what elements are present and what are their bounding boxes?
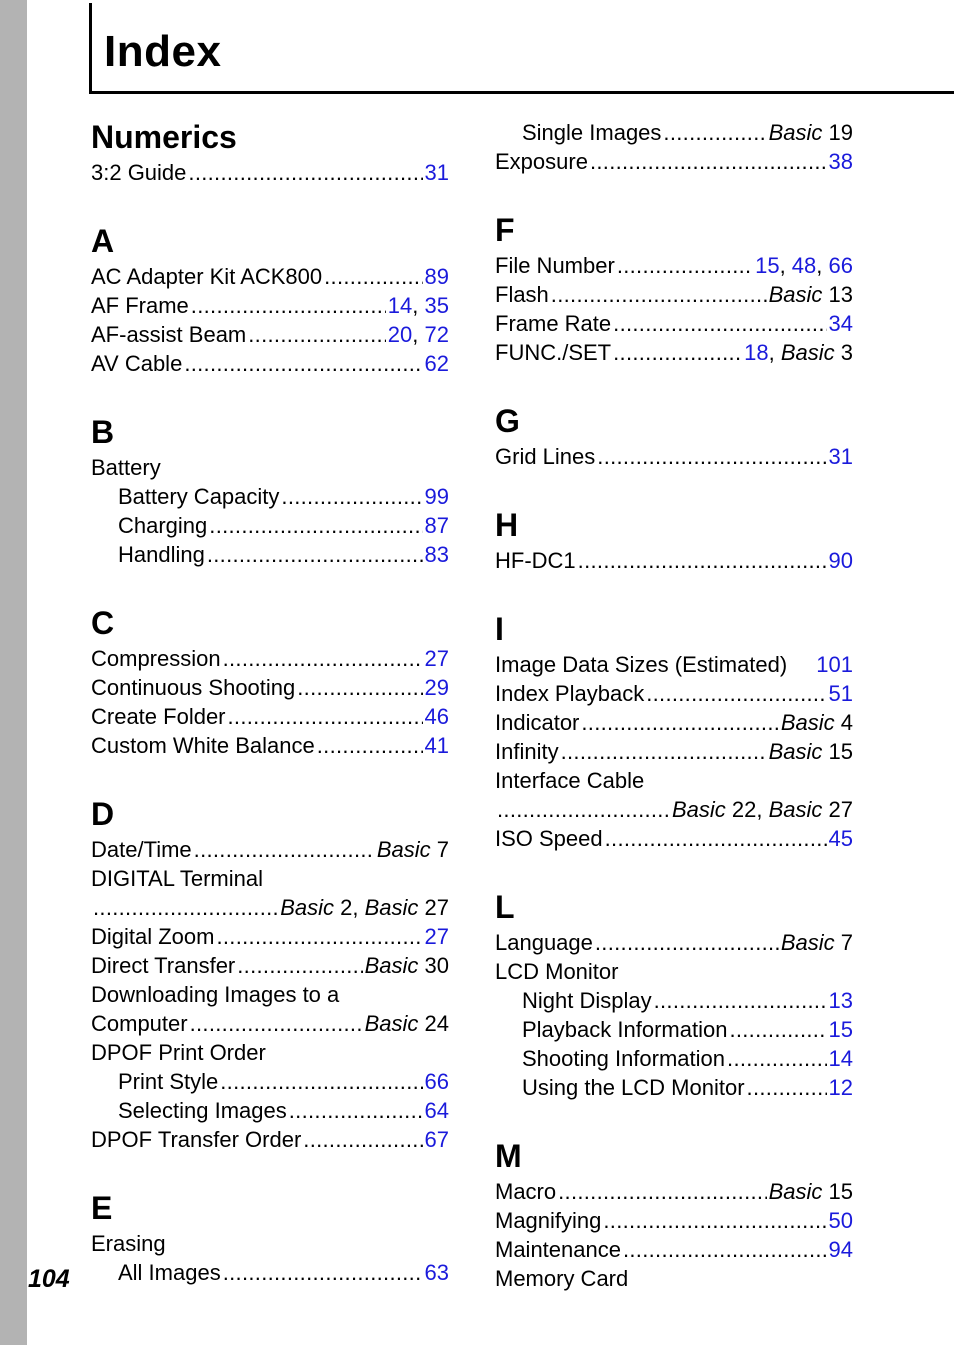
entry-label: Date/Time: [91, 837, 192, 862]
page-link[interactable]: 72: [424, 322, 449, 347]
dot-leader: [184, 349, 422, 378]
page-link[interactable]: 34: [828, 311, 853, 336]
basic-guide-ref: Basic: [780, 710, 835, 735]
page-link[interactable]: 50: [828, 1208, 853, 1233]
dot-leader: [281, 482, 422, 511]
index-entry: [495, 147, 853, 176]
index-subentry: [495, 986, 853, 1015]
index-entry: [495, 309, 853, 338]
section-heading-h: H: [495, 507, 519, 543]
page-link[interactable]: 41: [424, 733, 449, 758]
index-section-l: [495, 928, 853, 1102]
entry-label: Single Images: [522, 120, 662, 145]
section-heading-e: E: [91, 1190, 113, 1226]
entry-label: 3:2 Guide: [91, 160, 187, 185]
entry-label: AC Adapter Kit ACK800: [91, 264, 323, 289]
dot-leader: [729, 1015, 826, 1044]
entry-label: Night Display: [522, 988, 652, 1013]
page-refs: [829, 442, 853, 471]
page-link[interactable]: 64: [424, 1098, 449, 1123]
entry-label: Index Playback: [495, 681, 645, 706]
index-entry: [495, 1177, 853, 1206]
entry-label: Interface Cable: [495, 768, 645, 793]
page-number-ref: 15: [828, 739, 853, 764]
index-entry: [91, 951, 449, 980]
page-refs: [781, 708, 853, 737]
index-entry: [91, 291, 449, 320]
dot-leader: [220, 1067, 422, 1096]
entry-label: Battery: [91, 455, 161, 480]
index-section-f: [495, 251, 853, 367]
index-section-a: [91, 262, 449, 378]
index-section-continued: [495, 118, 853, 176]
entry-label: AV Cable: [91, 351, 183, 376]
dot-leader: [191, 291, 386, 320]
page-refs: [425, 1096, 449, 1125]
entry-label: Selecting Images: [118, 1098, 287, 1123]
dot-leader: [578, 546, 827, 575]
index-entry: [91, 1229, 449, 1258]
dot-leader: [595, 928, 779, 957]
index-section-e: [91, 1229, 449, 1287]
page-number-ref: 7: [840, 930, 853, 955]
page-refs: [365, 1009, 449, 1038]
index-column-left: [91, 117, 449, 1287]
basic-guide-ref: Basic: [768, 282, 823, 307]
page-link[interactable]: 62: [424, 351, 449, 376]
dot-leader: [297, 673, 422, 702]
entry-label: Handling: [118, 542, 205, 567]
page-refs: [816, 650, 853, 679]
index-section-i: [495, 650, 853, 853]
page-link[interactable]: 89: [424, 264, 449, 289]
title-rule-vertical: [89, 3, 92, 94]
entry-label: Flash: [495, 282, 549, 307]
entry-label: Print Style: [118, 1069, 219, 1094]
basic-guide-ref: Basic: [364, 953, 419, 978]
page-refs: [781, 928, 853, 957]
index-entry: [91, 644, 449, 673]
page-link[interactable]: 18: [744, 340, 769, 365]
page-refs: [829, 1073, 853, 1102]
index-entry: [91, 864, 449, 893]
entry-label: LCD Monitor: [495, 959, 619, 984]
entry-label: Indicator: [495, 710, 580, 735]
entry-label: Memory Card: [495, 1266, 629, 1291]
index-entry: [495, 957, 853, 986]
page-link[interactable]: 12: [828, 1075, 853, 1100]
index-entry: [495, 650, 853, 679]
dot-leader: [237, 951, 362, 980]
basic-guide-ref: Basic: [376, 837, 431, 862]
entry-label: Compression: [91, 646, 221, 671]
dot-leader: [613, 338, 742, 367]
page-link[interactable]: 94: [828, 1237, 853, 1262]
entry-label: DPOF Print Order: [91, 1040, 266, 1065]
page-number-ref: 3: [840, 340, 853, 365]
entry-label: Erasing: [91, 1231, 166, 1256]
dot-leader: [317, 731, 423, 760]
page-refs: [425, 1258, 449, 1287]
page-link[interactable]: 66: [828, 253, 853, 278]
section-heading-g: G: [495, 403, 520, 439]
page-separator: ,: [412, 322, 425, 347]
page-refs: [425, 702, 449, 731]
index-entry: [91, 893, 449, 922]
page-refs: [425, 922, 449, 951]
dot-leader: [646, 679, 826, 708]
index-entry: [91, 1125, 449, 1154]
basic-guide-ref: Basic: [768, 797, 823, 822]
entry-label: Custom White Balance: [91, 733, 315, 758]
basic-guide-ref: Basic: [280, 895, 334, 920]
side-margin-bar: [0, 0, 27, 1345]
page-refs: [425, 644, 449, 673]
entry-label: ISO Speed: [495, 826, 603, 851]
page-refs: [829, 1235, 853, 1264]
entry-label: Using the LCD Monitor: [522, 1075, 745, 1100]
page-number-ref: 7: [436, 837, 449, 862]
index-subentry: [91, 1258, 449, 1287]
section-heading-numerics: Numerics: [91, 119, 237, 155]
index-entry: [495, 251, 853, 280]
page-refs: [425, 1125, 449, 1154]
index-entry: [495, 1206, 853, 1235]
index-entry: [91, 1038, 449, 1067]
page-link[interactable]: 15: [828, 1017, 853, 1042]
page-refs: [672, 795, 853, 824]
page-refs: [829, 1015, 853, 1044]
basic-guide-ref: Basic: [780, 930, 835, 955]
page-refs: [829, 1206, 853, 1235]
page-link[interactable]: 51: [828, 681, 853, 706]
entry-label: HF-DC1: [495, 548, 576, 573]
page-link[interactable]: 29: [424, 675, 449, 700]
entry-label: Frame Rate: [495, 311, 612, 336]
index-section-numerics: [91, 158, 449, 187]
entry-label: Infinity: [495, 739, 559, 764]
entry-label: Downloading Images to a: [91, 982, 340, 1007]
page-refs: [425, 540, 449, 569]
page-number-ref: 22: [731, 797, 757, 822]
page-refs: [377, 835, 449, 864]
page-refs: [425, 673, 449, 702]
basic-guide-ref: Basic: [768, 1179, 823, 1204]
page-refs: [829, 309, 853, 338]
index-entry: [91, 731, 449, 760]
entry-label: Direct Transfer: [91, 953, 236, 978]
page-link[interactable]: 45: [828, 826, 853, 851]
basic-guide-ref: Basic: [364, 895, 419, 920]
entry-label: AF Frame: [91, 293, 189, 318]
index-entry: [495, 1235, 853, 1264]
index-entry: [495, 679, 853, 708]
page-link[interactable]: 90: [828, 548, 853, 573]
index-entry: [495, 1264, 853, 1293]
page-number-ref: 15: [828, 1179, 853, 1204]
page-refs: [769, 280, 853, 309]
page-link[interactable]: 83: [424, 542, 449, 567]
entry-label: Playback Information: [522, 1017, 728, 1042]
entry-label: Exposure: [495, 149, 588, 174]
page-link[interactable]: 27: [424, 646, 449, 671]
title-rule-horizontal: [89, 91, 954, 94]
page-refs: [280, 893, 449, 922]
index-entry: [495, 824, 853, 853]
dot-leader: [663, 118, 766, 147]
entry-label: Magnifying: [495, 1208, 602, 1233]
page-refs: [388, 291, 449, 320]
page-separator: ,: [756, 797, 769, 822]
dot-leader: [194, 835, 375, 864]
entry-label: Image Data Sizes (Estimated): [495, 652, 788, 677]
page-number-ref: 30: [424, 953, 449, 978]
dot-leader: [561, 737, 767, 766]
page-link[interactable]: 38: [828, 149, 853, 174]
dot-leader: [207, 540, 423, 569]
index-entry: [91, 1009, 449, 1038]
dot-leader: [216, 922, 422, 951]
entry-label: Battery Capacity: [118, 484, 280, 509]
dot-leader: [551, 280, 767, 309]
basic-guide-ref: Basic: [671, 797, 726, 822]
index-section-c: [91, 644, 449, 760]
index-entry: [91, 702, 449, 731]
index-section-m: [495, 1177, 853, 1293]
index-subentry: [91, 540, 449, 569]
entry-label: Maintenance: [495, 1237, 621, 1262]
page-link[interactable]: 20: [387, 322, 413, 347]
index-section-g: [495, 442, 853, 471]
dot-leader: [623, 1235, 827, 1264]
entry-label: Digital Zoom: [91, 924, 215, 949]
page-refs: [769, 737, 853, 766]
page-separator: ,: [768, 340, 781, 365]
entry-label: File Number: [495, 253, 615, 278]
dot-leader: [248, 320, 386, 349]
entry-label: Charging: [118, 513, 208, 538]
index-entry: [495, 338, 853, 367]
page-refs: [829, 147, 853, 176]
dot-leader: [590, 147, 827, 176]
page-refs: [829, 986, 853, 1015]
page-refs: [425, 262, 449, 291]
dot-leader: [581, 708, 778, 737]
page-number-ref: 13: [828, 282, 853, 307]
dot-leader: [613, 309, 826, 338]
index-subentry: [495, 1044, 853, 1073]
page-link[interactable]: 99: [424, 484, 449, 509]
index-entry: [91, 673, 449, 702]
entry-label: Language: [495, 930, 593, 955]
page-separator: ,: [352, 895, 365, 920]
index-entry: [91, 922, 449, 951]
page-link[interactable]: 87: [424, 513, 449, 538]
page-link[interactable]: 14: [387, 293, 413, 318]
index-entry: [91, 980, 449, 1009]
page-number-ref: 2: [340, 895, 353, 920]
page-refs: [829, 1044, 853, 1073]
page-link[interactable]: 31: [828, 444, 853, 469]
entry-label: Grid Lines: [495, 444, 596, 469]
page-refs: [388, 320, 449, 349]
page-number-ref: 19: [828, 120, 853, 145]
page-number-ref: 27: [828, 797, 853, 822]
dot-leader: [605, 824, 827, 853]
entry-label: Shooting Information: [522, 1046, 726, 1071]
page-refs: [829, 679, 853, 708]
index-entry: [91, 320, 449, 349]
index-subentry: [91, 482, 449, 511]
index-section-b: [91, 453, 449, 569]
index-entry: [495, 928, 853, 957]
index-subentry: [91, 1096, 449, 1125]
entry-label: Create Folder: [91, 704, 226, 729]
section-heading-m: M: [495, 1138, 522, 1174]
dot-leader: [497, 795, 670, 824]
basic-guide-ref: Basic: [780, 340, 835, 365]
page-number-ref: 4: [840, 710, 853, 735]
dot-leader: [223, 644, 423, 673]
page-link[interactable]: 13: [828, 988, 853, 1013]
dot-leader: [93, 893, 278, 922]
page-refs: [769, 118, 853, 147]
page-refs: [425, 1067, 449, 1096]
index-entry: [495, 795, 853, 824]
page-link[interactable]: 14: [828, 1046, 853, 1071]
dot-leader: [223, 1258, 423, 1287]
index-subentry: [495, 118, 853, 147]
page-refs: [425, 158, 449, 187]
dot-leader: [209, 511, 422, 540]
index-column-right: [495, 117, 853, 1293]
index-entry: [91, 349, 449, 378]
index-entry: [495, 280, 853, 309]
section-heading-l: L: [495, 889, 515, 925]
dot-leader: [727, 1044, 826, 1073]
dot-leader: [190, 1009, 363, 1038]
dot-leader: [303, 1125, 422, 1154]
basic-guide-ref: Basic: [768, 739, 823, 764]
page-refs: [769, 1177, 853, 1206]
entry-label: Continuous Shooting: [91, 675, 296, 700]
page-separator: ,: [779, 253, 792, 278]
dot-leader: [289, 1096, 423, 1125]
section-heading-d: D: [91, 796, 115, 832]
dot-leader: [188, 158, 422, 187]
entry-label: Computer: [91, 1011, 188, 1036]
page-separator: ,: [412, 293, 425, 318]
page-refs: [365, 951, 449, 980]
basic-guide-ref: Basic: [768, 120, 823, 145]
page-number: 104: [28, 1265, 70, 1293]
index-entry: [495, 766, 853, 795]
entry-label: FUNC./SET: [495, 340, 612, 365]
page-refs: [425, 511, 449, 540]
index-entry: [495, 546, 853, 575]
page-refs: [755, 251, 853, 280]
page-title: Index: [104, 27, 222, 76]
index-entry: [495, 737, 853, 766]
section-heading-i: I: [495, 611, 504, 647]
page-refs: [425, 731, 449, 760]
dot-leader: [597, 442, 826, 471]
index-subentry: [495, 1015, 853, 1044]
section-heading-b: B: [91, 414, 115, 450]
page-link[interactable]: 35: [424, 293, 449, 318]
index-section-d: [91, 835, 449, 1154]
page-refs: [425, 482, 449, 511]
entry-label: AF-assist Beam: [91, 322, 247, 347]
section-heading-f: F: [495, 212, 515, 248]
page-link[interactable]: 67: [424, 1127, 449, 1152]
dot-leader: [747, 1073, 827, 1102]
entry-label: Macro: [495, 1179, 557, 1204]
dot-leader: [324, 262, 422, 291]
section-heading-c: C: [91, 605, 115, 641]
page-link[interactable]: 66: [424, 1069, 449, 1094]
index-entry: [495, 442, 853, 471]
page-number-ref: 24: [424, 1011, 449, 1036]
dot-leader: [558, 1177, 766, 1206]
index-entry: [91, 453, 449, 482]
index-section-h: [495, 546, 853, 575]
index-entry: [495, 708, 853, 737]
index-entry: [91, 262, 449, 291]
page-link[interactable]: 101: [816, 652, 853, 677]
page-number-ref: 27: [424, 895, 449, 920]
page-refs: [829, 546, 853, 575]
page-link[interactable]: 48: [791, 253, 817, 278]
page-separator: ,: [816, 253, 829, 278]
dot-leader: [228, 702, 423, 731]
entry-label: DIGITAL Terminal: [91, 866, 263, 891]
dot-leader: [654, 986, 827, 1015]
index-entry: [91, 158, 449, 187]
index-subentry: [91, 511, 449, 540]
page-refs: [425, 349, 449, 378]
entry-label: All Images: [118, 1260, 221, 1285]
section-heading-a: A: [91, 223, 115, 259]
page-link[interactable]: 15: [755, 253, 780, 278]
index-entry: [91, 835, 449, 864]
dot-leader: [603, 1206, 826, 1235]
entry-label: DPOF Transfer Order: [91, 1127, 302, 1152]
page-link[interactable]: 27: [424, 924, 449, 949]
index-subentry: [91, 1067, 449, 1096]
page-link[interactable]: 63: [424, 1260, 449, 1285]
page-link[interactable]: 31: [424, 160, 449, 185]
basic-guide-ref: Basic: [364, 1011, 419, 1036]
page-refs: [744, 338, 853, 367]
page-link[interactable]: 46: [424, 704, 449, 729]
page-refs: [829, 824, 853, 853]
dot-leader: [617, 251, 753, 280]
index-subentry: [495, 1073, 853, 1102]
